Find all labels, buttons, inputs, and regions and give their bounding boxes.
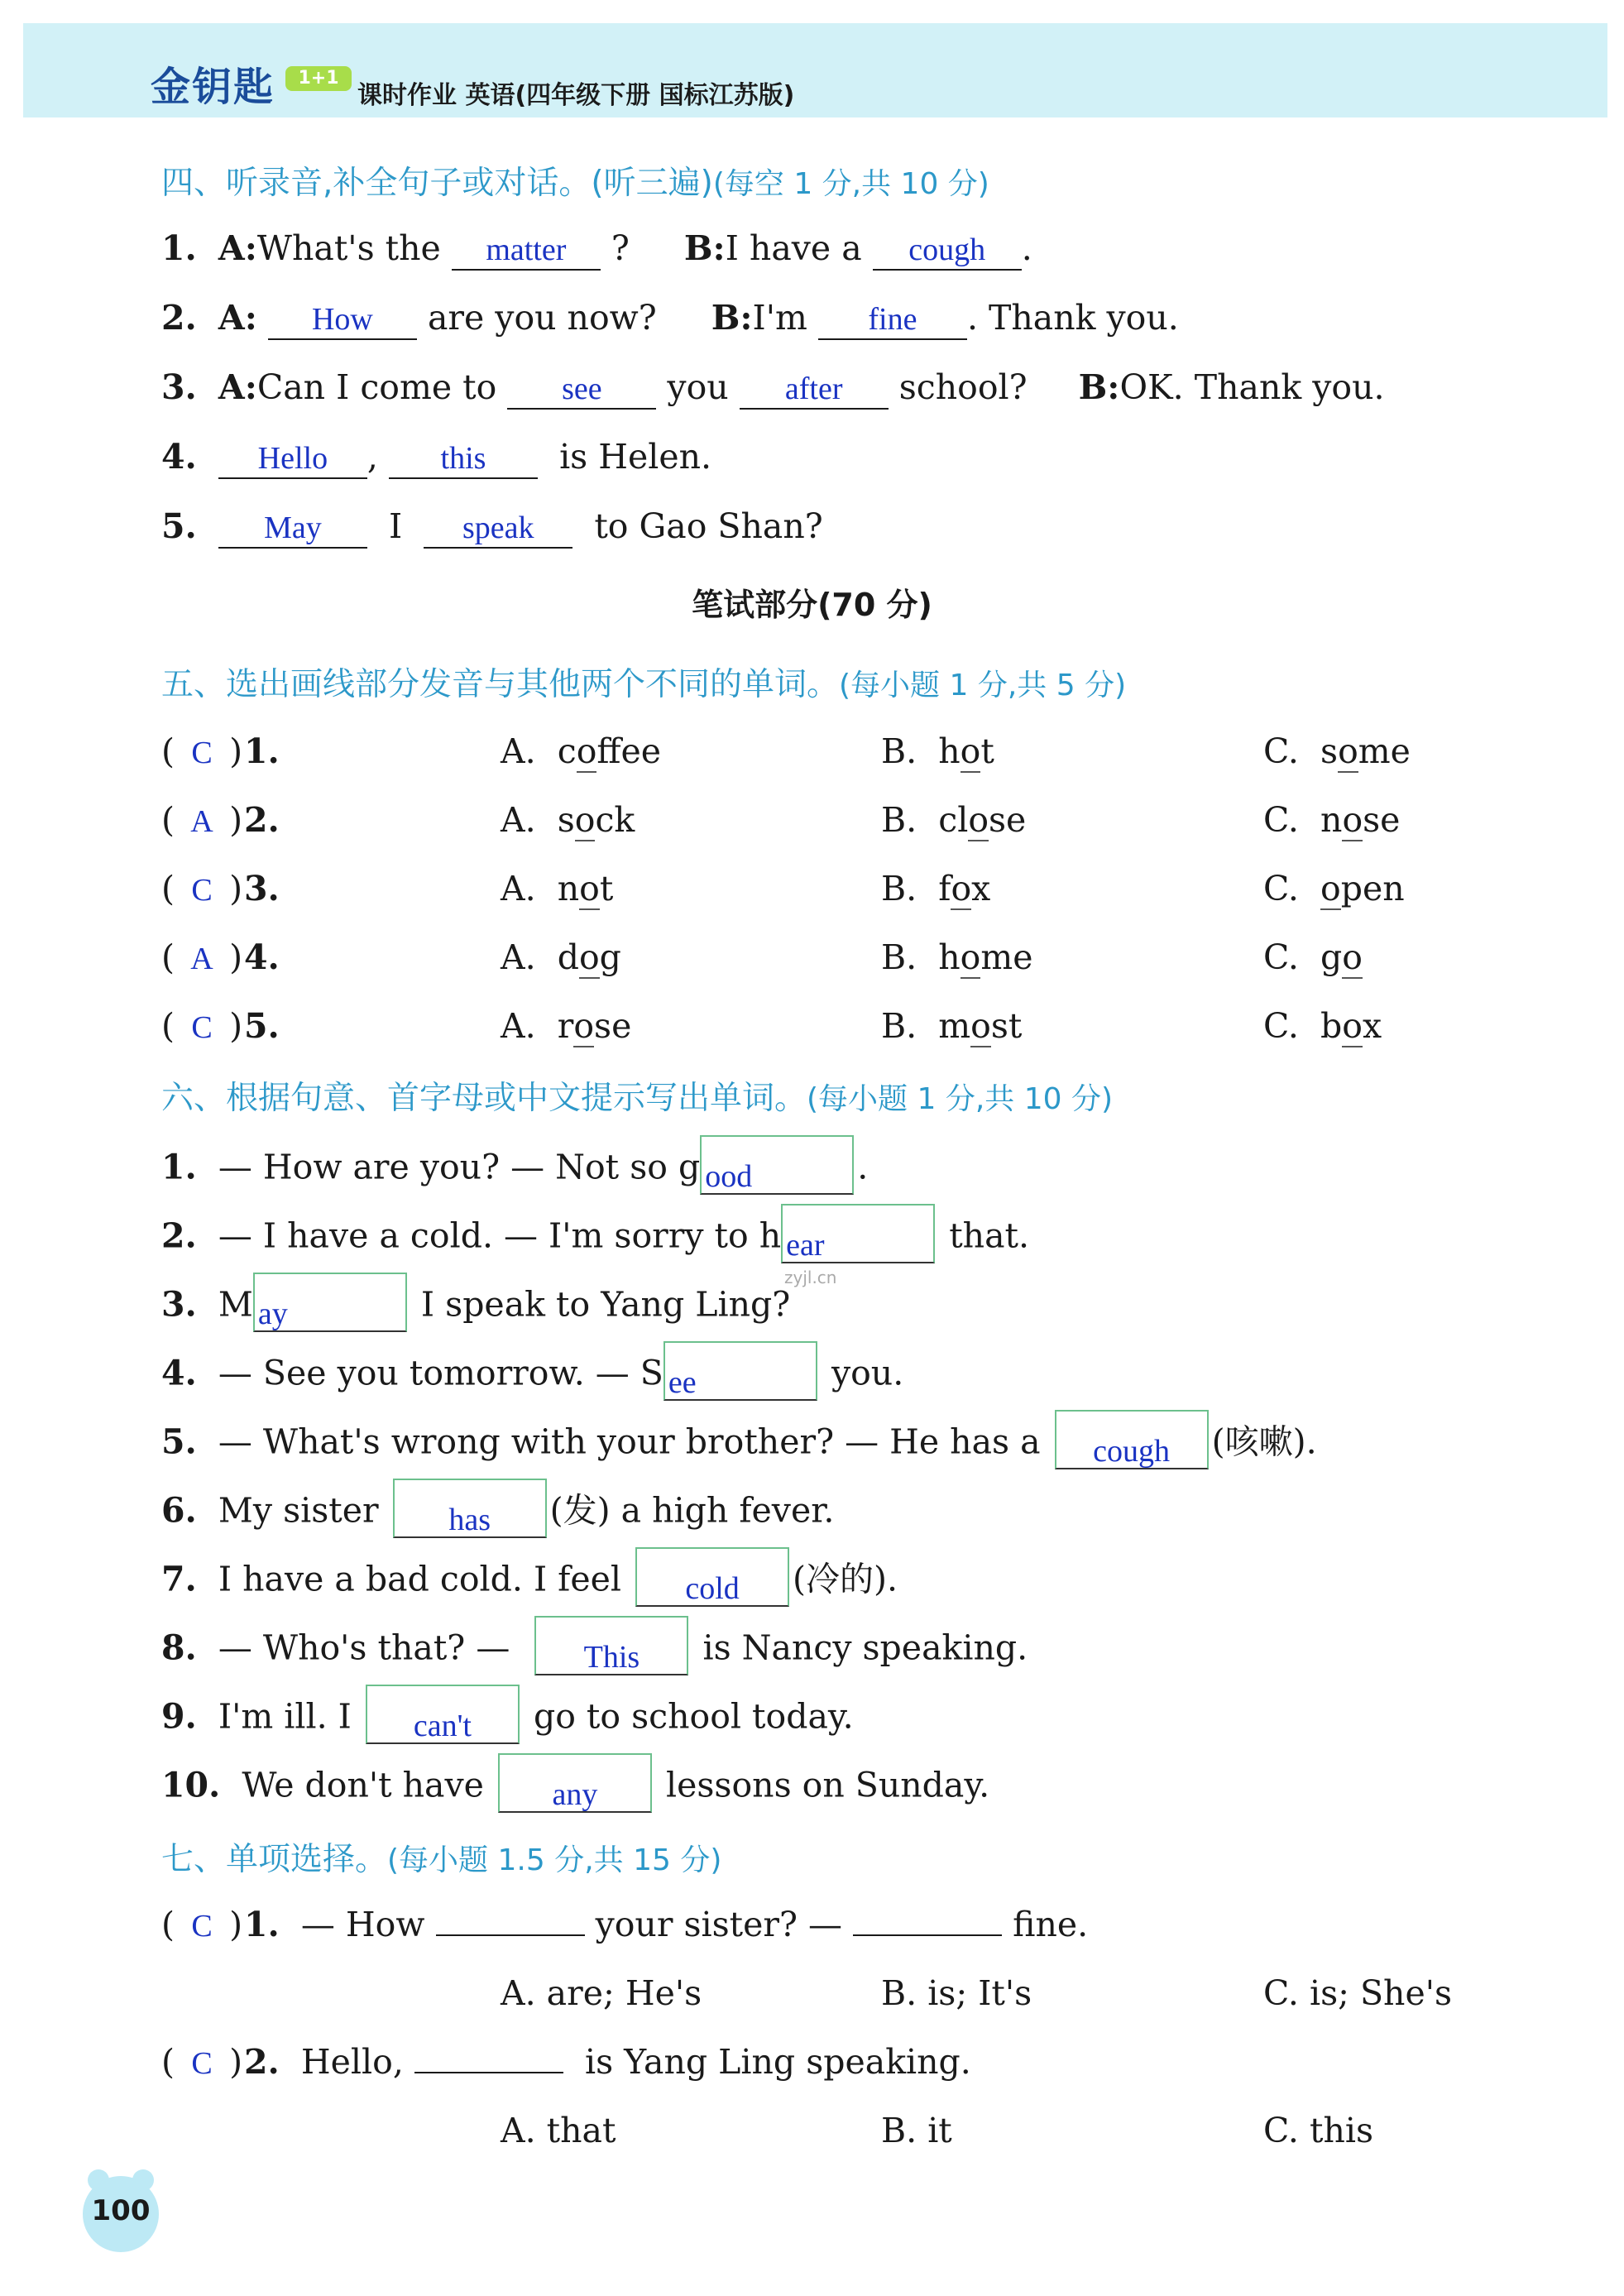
s6-line-10: 10. We don't have any lessons on Sunday.	[161, 1758, 989, 1808]
section-7-title: 七、单项选择。(每小题 1.5 分,共 15 分)	[161, 1841, 722, 1878]
answer-mark[interactable]: C	[191, 736, 213, 770]
s7-q2: ( C )2. Hello, is Yang Ling speaking.	[161, 2037, 971, 2087]
answer-mark[interactable]: C	[191, 1010, 213, 1045]
section-4-title: 四、听录音,补全句子或对话。(听三遍)(每空 1 分,共 10 分)	[161, 165, 989, 202]
s4-line-4: 4. Hello , this is Helen.	[161, 432, 711, 482]
s5-item-4: ( A )4. A. dog B. home C. go	[161, 932, 280, 982]
s6-line-6: 6. My sister has (发) a high fever.	[161, 1484, 834, 1533]
answer-box[interactable]: ay	[253, 1273, 407, 1332]
s7-q1: ( C )1. — How your sister? — fine.	[161, 1900, 1088, 1949]
s6-line-7: 7. I have a bad cold. I feel cold (冷的).	[161, 1552, 898, 1602]
answer-box[interactable]: ood	[700, 1135, 854, 1195]
answer-blank[interactable]: May	[218, 509, 367, 549]
option-a[interactable]: A. that	[501, 2111, 616, 2150]
option-b[interactable]: B. it	[881, 2111, 952, 2150]
option-b[interactable]: B. is; It's	[881, 1973, 1032, 2013]
option-c[interactable]: C. this	[1263, 2111, 1374, 2150]
question-blank	[436, 1934, 585, 1936]
answer-box[interactable]: ear	[781, 1204, 935, 1263]
s5-item-3: ( C )3. A. not B. fox C. open	[161, 864, 280, 913]
answer-box[interactable]: ee	[663, 1341, 817, 1401]
answer-blank[interactable]: after	[740, 370, 889, 410]
answer-mark[interactable]: C	[191, 873, 213, 908]
option-a[interactable]: A. are; He's	[501, 1973, 702, 2013]
answer-box[interactable]: cough	[1055, 1410, 1209, 1469]
s6-line-9: 9. I'm ill. I can't go to school today.	[161, 1690, 854, 1739]
s5-item-5: ( C )5. A. rose B. most C. box	[161, 1001, 280, 1051]
answer-box[interactable]: has	[393, 1479, 547, 1538]
s6-line-1: 1. — How are you? — Not so g ood .	[161, 1140, 868, 1190]
s6-line-4: 4. — See you tomorrow. — S ee you.	[161, 1346, 903, 1396]
answer-blank[interactable]: speak	[424, 509, 572, 549]
option-c[interactable]: C. is; She's	[1263, 1973, 1453, 2013]
answer-mark[interactable]: A	[190, 804, 213, 839]
answer-blank[interactable]: How	[268, 300, 417, 340]
answer-box[interactable]: any	[498, 1753, 652, 1813]
answer-blank[interactable]: cough	[873, 231, 1022, 271]
answer-mark[interactable]: C	[191, 2046, 213, 2081]
answer-blank[interactable]: see	[507, 370, 656, 410]
watermark: zyjl.cn	[784, 1268, 837, 1287]
written-part-title: 笔试部分(70 分)	[692, 587, 932, 623]
answer-box[interactable]: can't	[366, 1685, 520, 1744]
answer-blank[interactable]: fine	[818, 300, 967, 340]
s4-line-3: 3. A:Can I come to see you after school? B:OK. Thank you.	[161, 362, 1385, 412]
answer-blank[interactable]: this	[389, 439, 538, 479]
header-title: 课时作业 英语(四年级下册 国标江苏版)	[357, 81, 795, 110]
s4-line-2: 2. A: How are you now? B:I'm fine . Thank you.	[161, 293, 1179, 343]
s6-line-2: 2. — I have a cold. — I'm sorry to h ear that.	[161, 1209, 1029, 1258]
s4-line-1: 1. A:What's the matter ? B:I have a cough .	[161, 223, 1032, 273]
question-blank	[853, 1934, 1002, 1936]
answer-box[interactable]: cold	[635, 1547, 789, 1607]
section-5-title: 五、选出画线部分发音与其他两个不同的单词。(每小题 1 分,共 5 分)	[161, 666, 1127, 703]
answer-blank[interactable]: Hello	[218, 439, 367, 479]
section-6-title: 六、根据句意、首字母或中文提示写出单词。(每小题 1 分,共 10 分)	[161, 1080, 1114, 1117]
s5-item-2: ( A )2. A. sock B. close C. nose	[161, 795, 280, 845]
question-blank	[414, 2072, 563, 2073]
s5-item-1: ( C )1. A. coffee B. hot C. some	[161, 726, 280, 776]
page-number: 100	[91, 2194, 151, 2227]
s6-line-8: 8. — Who's that? — This is Nancy speaking.	[161, 1621, 1028, 1670]
brand-logo: 金钥匙	[151, 64, 275, 110]
answer-mark[interactable]: A	[190, 942, 213, 976]
s6-line-3: 3. M ay I speak to Yang Ling?	[161, 1277, 790, 1327]
s6-line-5: 5. — What's wrong with your brother? — He has a cough (咳嗽).	[161, 1415, 1317, 1464]
brand-logo-tag: 1+1	[285, 66, 352, 91]
s4-line-5: 5. May I speak to Gao Shan?	[161, 501, 823, 551]
answer-box[interactable]: This	[534, 1616, 688, 1675]
answer-mark[interactable]: C	[191, 1909, 213, 1944]
answer-blank[interactable]: matter	[452, 231, 601, 271]
